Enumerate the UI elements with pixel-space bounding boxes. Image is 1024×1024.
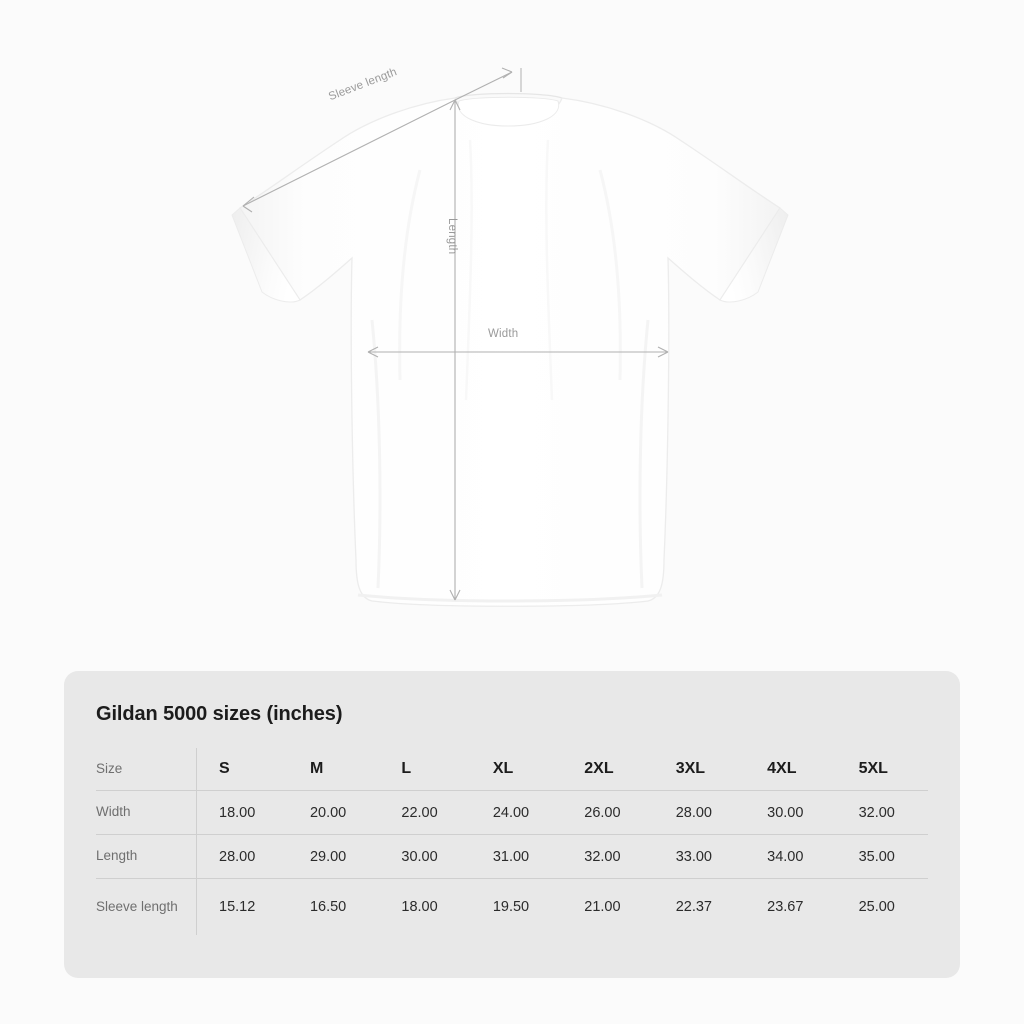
table-row [96,791,928,835]
length-4xl: 34.00 [745,835,836,879]
table-column-header-2xl: 2XL [562,748,653,791]
table-column-header-l: L [379,748,470,791]
table-column-header-xl: XL [471,748,562,791]
width-dimension-label: Width [488,328,519,340]
length-s: 28.00 [197,835,288,879]
length-2xl: 32.00 [562,835,653,879]
width-s: 18.00 [197,791,288,835]
sleeve-length-3xl: 22.37 [675,899,712,915]
length-dimension-label: Length [446,218,458,255]
table-column-header-4xl: 4XL [745,748,836,791]
sleeve-length-m: 16.50 [309,899,347,915]
width-xl: 24.00 [471,791,562,835]
table-column-header-m: M [288,748,379,791]
table-row [96,879,928,936]
sleeve-length-l: 18.00 [401,899,438,915]
table-column-header-s: S [197,748,288,791]
sleeve-length-4xl: 23.67 [767,899,804,915]
length-m: 29.00 [288,835,379,879]
table-row-header-sleeve-length: Sleeve length [96,879,197,936]
width-2xl: 26.00 [562,791,653,835]
length-xl: 31.00 [471,835,562,879]
sleeve-length-2xl: 21.00 [584,899,621,915]
length-5xl: 35.00 [837,835,928,879]
size-chart-table [96,748,928,935]
table-column-header-3xl: 3XL [654,748,745,791]
length-3xl: 33.00 [654,835,745,879]
sleeve-length-5xl: 25.00 [858,899,895,915]
length-l: 30.00 [379,835,470,879]
sleeve-length-dimension-label: Sleeve length [327,66,399,104]
table-column-header-5xl: 5XL [837,748,928,791]
sleeve-length-s: 15.12 [219,899,256,915]
width-4xl: 30.00 [745,791,836,835]
width-3xl: 28.00 [654,791,745,835]
table-row-header-size: Size [96,748,197,791]
table-row-header-length: Length [96,835,197,879]
width-5xl: 32.00 [837,791,928,835]
size-chart-card [64,671,960,978]
sleeve-length-xl: 19.50 [492,899,530,915]
table-row [96,835,928,879]
width-l: 22.00 [379,791,470,835]
width-m: 20.00 [288,791,379,835]
table-row-header-width: Width [96,791,197,835]
size-chart-title: Gildan 5000 sizes (inches) [96,703,343,725]
table-header-row [96,748,928,791]
